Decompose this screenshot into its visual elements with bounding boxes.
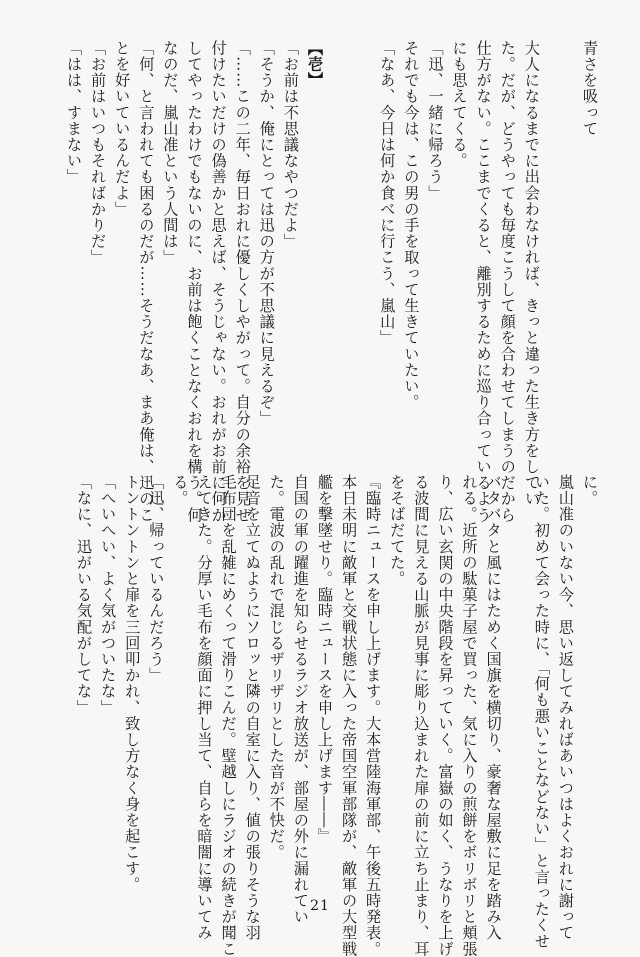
text-line: 「お前はいつもそればかりだ」 <box>89 40 108 266</box>
text-line: 「なあ、今日は何か食べに行こう、嵐山」 <box>378 40 397 346</box>
text-line: 艦を撃墜せり。臨時ニュースを申し上げます――』 <box>315 474 334 845</box>
text-line: バタバタと風にはためく国旗を横切り、豪奢な屋敷に足を踏み入 <box>484 474 503 941</box>
text-line: 「なに、迅がいる気配がしてな」 <box>75 474 94 716</box>
text-line: 「……この二年、毎日おれに優しくしやがって。自分の余裕を見せ <box>233 40 252 523</box>
text-line <box>327 40 351 450</box>
text-line: えてきた。分厚い毛布を顔面に押し当て、自らを暗闇に導いてみ <box>195 474 214 941</box>
text-line: いた。初めて会った時に、「何も悪いことなどない」と言ったくせ <box>532 474 551 950</box>
text-line: 「そうか、俺にとっては迅の方が不思議に見えるぞ」 <box>257 40 276 427</box>
text-line: 「はは、すまない」 <box>65 40 84 185</box>
text-line: 「何、と言われても困るのだが……そうだなあ、まあ俺は、迅のこ <box>137 40 156 523</box>
text-line: 付けたいだけの偽善かと思えば、そうじゃない。おれがお前に何か <box>209 40 228 523</box>
text-line: 大人になるまでに出会わなければ、きっと違った生き方をしてい <box>522 40 541 507</box>
text-line: にも思えてくる。 <box>450 40 469 169</box>
text-line: り、広い玄関の中央階段を昇っていく。富嶽の如く、うなりを上げ <box>436 474 455 957</box>
text-line: 「迅、帰っているんだろう」 <box>147 474 166 684</box>
text-line: をそばだてた。 <box>388 474 407 587</box>
page-number: 21 <box>310 898 330 914</box>
text-line: 「迅、一緒に帰ろう」 <box>426 40 445 201</box>
chapter-title: 青さを吸って <box>581 40 599 137</box>
text-line <box>506 474 530 884</box>
text-line: た。だが、どうやっても毎度こうして顔を合わせてしまうのだから <box>498 40 517 523</box>
text-line: 「お前は不思議なやつだよ」 <box>281 40 300 250</box>
text-line: た。電波の乱れで混じるザリザリとした音が不快だ。 <box>267 474 286 861</box>
text-line: トントントンと扉を三回叩かれ、致し方なく身を起こす。 <box>123 474 142 893</box>
text-line: とを好いているんだよ」 <box>113 40 132 218</box>
text-line: る。 <box>171 474 190 507</box>
text-line: それでも今は、この男の手を取って生きていたい。 <box>402 40 421 411</box>
text-line: 本日未明に敵軍と交戦状態に入った帝国空軍部隊が、敵軍の大型戦 <box>340 474 359 957</box>
text-line: る波間に見える山脈が見事に彫り込まれた扉の前に立ち止まり、耳 <box>412 474 431 957</box>
text-line: 足音を立てぬようにソロッと隣の自室に入り、値の張りそうな羽 <box>243 474 262 941</box>
section-header: 【壱】 <box>305 40 324 89</box>
text-line <box>351 40 375 450</box>
text-line: 「へいへい、よく気がついたな」 <box>99 474 118 716</box>
text-line: 自国の軍の躍進を知らせるラジオ放送が、部屋の外に漏れてい <box>291 474 310 925</box>
text-line: してやったわけでもないのに、お前は飽くことなくおれを構う。何 <box>185 40 204 523</box>
text-line: 嵐山准のいない今、思い返してみればあいつはよくおれに謝って <box>556 474 575 941</box>
text-line: 仕方がない。ここまでくると、離別するために巡り合っているよう <box>474 40 493 523</box>
text-line: 『臨時ニュースを申し上げます。大本営陸海軍部、午後五時発表。 <box>364 474 383 957</box>
top-text-block <box>62 40 602 523</box>
text-line: 毛布団を乱雑にめくって滑りこんだ。壁越しにラジオの続きが聞こ <box>219 474 238 957</box>
text-line <box>544 40 568 450</box>
text-line: れる。近所の駄菓子屋で買った、気に入りの煎餅をボリボリと頬張 <box>460 474 479 957</box>
text-line: に。 <box>581 474 599 507</box>
text-line: なのだ、嵐山准という人間は」 <box>161 40 180 266</box>
